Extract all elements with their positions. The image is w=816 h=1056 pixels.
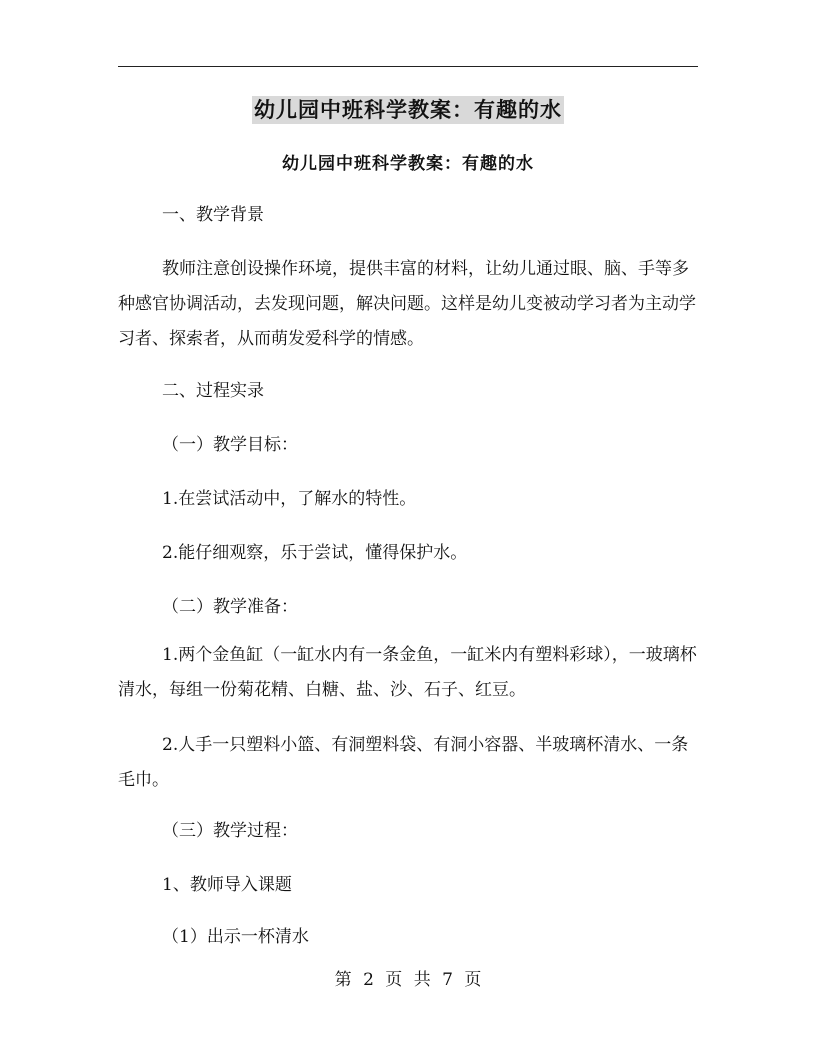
subheading-preparation: （二）教学准备： bbox=[162, 597, 298, 617]
step-item-1: 1、教师导入课题 bbox=[162, 875, 292, 895]
subheading-goals: （一）教学目标： bbox=[162, 435, 298, 455]
section-heading-process: 二、过程实录 bbox=[162, 381, 264, 401]
prep-item-1: 1.两个金鱼缸（一缸水内有一条金鱼，一缸米内有塑料彩球），一玻璃杯清水，每组一份菊花精、白糖、盐、沙、石子、红豆。 bbox=[118, 645, 697, 700]
document-subtitle: 幼儿园中班科学教案：有趣的水 bbox=[282, 154, 534, 174]
step-item-1-sub: （1）出示一杯清水 bbox=[162, 927, 309, 947]
document-title: 幼儿园中班科学教案：有趣的水 bbox=[254, 97, 562, 122]
header-rule bbox=[118, 66, 698, 67]
prep-item-2: 2.人手一只塑料小篮、有洞塑料袋、有洞小容器、半玻璃杯清水、一条毛巾。 bbox=[118, 735, 689, 790]
document-title-container bbox=[0, 96, 816, 124]
goal-item-1: 1.在尝试活动中，了解水的特性。 bbox=[162, 489, 417, 509]
subheading-steps: （三）教学过程： bbox=[162, 821, 298, 841]
goal-item-2: 2.能仔细观察，乐于尝试，懂得保护水。 bbox=[162, 543, 468, 563]
paragraph-background: 教师注意创设操作环境，提供丰富的材料，让幼儿通过眼、脑、手等多种感官协调活动，去发现问题，解决问题。这样是幼儿变被动学习者为主动学习者、探索者，从而萌发爱科学的情感。 bbox=[118, 259, 696, 349]
page-number: 第 2 页 共 7 页 bbox=[334, 970, 482, 990]
section-heading-background: 一、教学背景 bbox=[162, 205, 264, 225]
